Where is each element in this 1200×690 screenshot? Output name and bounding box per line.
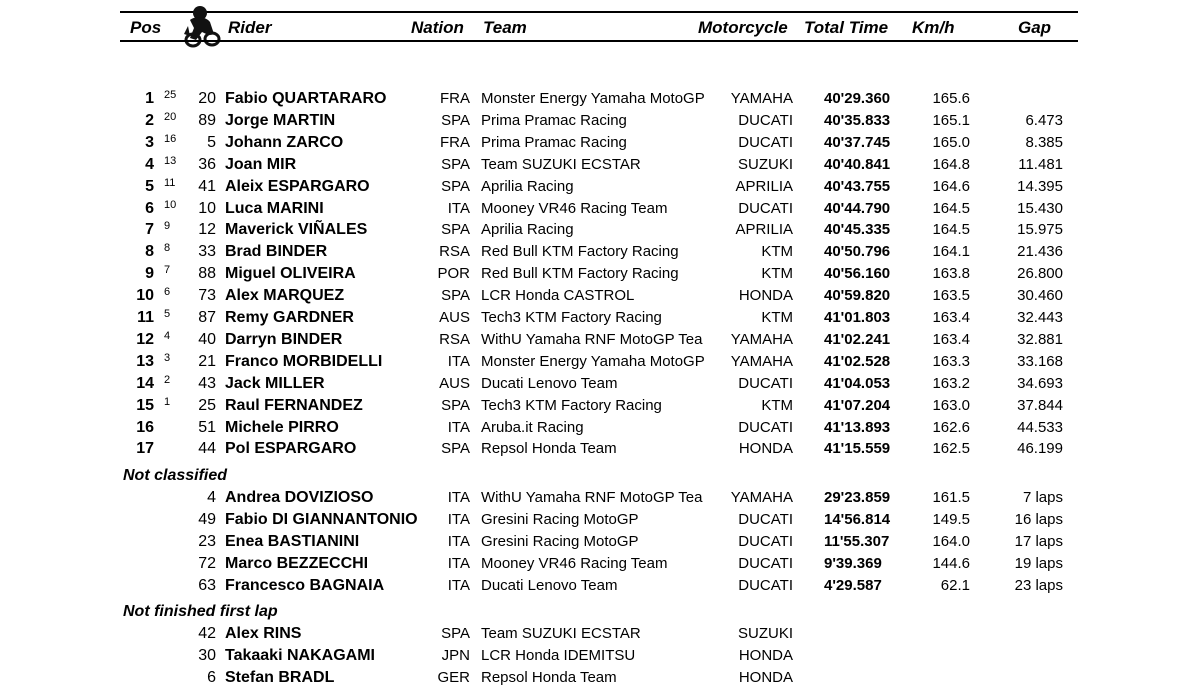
gap: 16 laps: [1014, 510, 1063, 528]
nation: ITA: [447, 576, 470, 594]
team: LCR Honda IDEMITSU: [481, 647, 636, 664]
nation: SPA: [441, 396, 470, 414]
speed-kmh: 163.2: [932, 374, 970, 392]
gap: 15.430: [1017, 199, 1063, 217]
rider-name: Alex MARQUEZ: [225, 287, 345, 305]
not-classified-label: Not classified: [123, 467, 228, 484]
rider-number: 36: [198, 155, 216, 173]
gap: 33.168: [1017, 352, 1063, 370]
nation: ITA: [447, 199, 470, 217]
result-row: [0, 575, 1200, 597]
nation: ITA: [447, 532, 470, 550]
position: 11: [137, 309, 154, 326]
total-time: 40'35.833: [824, 111, 891, 129]
team: Aprilia Racing: [481, 177, 574, 195]
speed-kmh: 164.6: [932, 177, 970, 195]
total-time: 40'40.841: [824, 155, 891, 173]
team: Prima Pramac Racing: [481, 133, 627, 151]
speed-kmh: 163.0: [932, 396, 970, 414]
nation: POR: [437, 265, 470, 283]
points: 6: [164, 286, 171, 299]
position: 7: [145, 221, 154, 239]
total-time: 9'39.369: [824, 554, 882, 572]
motorcycle: DUCATI: [738, 554, 793, 572]
result-row: [0, 285, 1200, 307]
motorcycle: APRILIA: [735, 221, 793, 239]
speed-kmh: 144.6: [932, 554, 970, 572]
rider-name: Francesco BAGNAIA: [225, 576, 385, 594]
motorcycle: DUCATI: [738, 510, 793, 528]
speed-kmh: 165.6: [932, 90, 970, 107]
rider-number: 10: [198, 199, 216, 217]
result-row: [0, 623, 1200, 645]
total-time: 41'13.893: [824, 418, 891, 436]
rider-number: 88: [198, 265, 216, 283]
motorcycle: DUCATI: [738, 418, 793, 436]
result-row: [0, 263, 1200, 285]
rider-name: Luca MARINI: [225, 199, 324, 217]
motorcycle: DUCATI: [738, 199, 793, 217]
team: Team SUZUKI ECSTAR: [481, 155, 641, 173]
gap: 32.443: [1017, 309, 1063, 326]
header-nation: Nation: [411, 18, 464, 37]
total-time: 40'56.160: [824, 265, 891, 283]
position: 1: [145, 90, 154, 107]
speed-kmh: 163.3: [932, 352, 970, 370]
result-row: [0, 351, 1200, 373]
header-team: Team: [483, 18, 527, 37]
not-finished-label: Not finished first lap: [123, 603, 278, 620]
rider-name: Fabio DI GIANNANTONIO: [225, 510, 418, 528]
rider-number: 89: [198, 111, 216, 129]
speed-kmh: 165.0: [932, 133, 970, 151]
total-time: 40'44.790: [824, 199, 891, 217]
position: 3: [145, 133, 154, 151]
speed-kmh: 164.5: [932, 221, 970, 239]
motorcycle: YAMAHA: [730, 489, 793, 506]
speed-kmh: 149.5: [932, 510, 970, 528]
nation: ITA: [447, 510, 470, 528]
rider-name: Franco MORBIDELLI: [225, 352, 383, 370]
speed-kmh: 62.1: [940, 576, 970, 594]
gap: 17 laps: [1014, 532, 1063, 550]
speed-kmh: 163.4: [932, 309, 970, 326]
total-time: 41'01.803: [824, 309, 891, 326]
points: 2: [164, 373, 171, 386]
points: 1: [164, 395, 171, 408]
rider-name: Pol ESPARGARO: [225, 440, 357, 458]
rider-number: 25: [198, 396, 216, 414]
motorcycle: SUZUKI: [737, 155, 793, 173]
points: 5: [164, 308, 171, 320]
motorcycle: KTM: [761, 243, 793, 261]
position: 15: [136, 396, 154, 414]
team: Mooney VR46 Racing Team: [481, 199, 668, 217]
nation: ITA: [447, 418, 470, 436]
gap: 34.693: [1017, 374, 1063, 392]
total-time: 41'07.204: [824, 396, 891, 414]
header-rider: Rider: [228, 18, 272, 37]
result-row: [0, 198, 1200, 220]
rider-number: 6: [207, 669, 216, 686]
total-time: 41'02.241: [824, 330, 891, 348]
rider-name: Johann ZARCO: [225, 133, 344, 151]
nation: ITA: [447, 352, 470, 370]
position: 4: [145, 155, 154, 173]
nation: AUS: [439, 374, 470, 392]
result-row: [0, 509, 1200, 531]
result-row: [0, 307, 1200, 329]
team: Mooney VR46 Racing Team: [481, 554, 668, 572]
rider-number: 20: [198, 90, 216, 107]
motorcycle: HONDA: [738, 287, 793, 305]
team: LCR Honda CASTROL: [481, 287, 635, 305]
rider-number: 87: [198, 309, 216, 326]
gap: 14.395: [1017, 177, 1063, 195]
rider-name: Maverick VIÑALES: [225, 221, 368, 239]
rider-number: 42: [198, 625, 216, 642]
rider-number: 44: [198, 440, 216, 458]
motorcycle: YAMAHA: [730, 330, 793, 348]
motorcycle: APRILIA: [735, 177, 793, 195]
position: 9: [145, 265, 154, 283]
speed-kmh: 165.1: [932, 111, 970, 129]
nation: GER: [437, 669, 470, 686]
rider-name: Brad BINDER: [225, 243, 328, 261]
result-row: [0, 438, 1200, 460]
result-row: [0, 645, 1200, 667]
rider-number: 63: [198, 576, 216, 594]
nation: SPA: [441, 625, 470, 642]
result-row: [0, 176, 1200, 198]
total-time: 40'37.745: [824, 133, 891, 151]
result-row: [0, 88, 1200, 110]
speed-kmh: 163.8: [932, 265, 970, 283]
gap: 6.473: [1025, 111, 1063, 129]
total-time: 40'45.335: [824, 221, 891, 239]
nation: SPA: [441, 221, 470, 239]
total-time: 40'50.796: [824, 243, 891, 261]
team: Repsol Honda Team: [481, 669, 617, 686]
header-gap: Gap: [1018, 18, 1052, 37]
nation: SPA: [441, 440, 470, 458]
gap: 26.800: [1017, 265, 1063, 283]
total-time: 29'23.859: [824, 489, 891, 506]
total-time: 40'59.820: [824, 287, 891, 305]
nation: SPA: [441, 111, 470, 129]
team: Team SUZUKI ECSTAR: [481, 625, 641, 642]
team: Ducati Lenovo Team: [481, 576, 618, 594]
team: Tech3 KTM Factory Racing: [481, 396, 662, 414]
points: 16: [164, 132, 177, 145]
speed-kmh: 164.0: [932, 532, 970, 550]
position: 14: [136, 374, 154, 392]
rider-number: 4: [207, 489, 216, 506]
rider-name: Jorge MARTIN: [225, 111, 336, 129]
result-row: [0, 667, 1200, 689]
position: 5: [145, 177, 154, 195]
team: Gresini Racing MotoGP: [481, 532, 639, 550]
motorcycle: HONDA: [738, 440, 793, 458]
total-time: 40'29.360: [824, 90, 891, 107]
rider-name: Jack MILLER: [225, 374, 325, 392]
team: Gresini Racing MotoGP: [481, 510, 639, 528]
team: Prima Pramac Racing: [481, 111, 627, 129]
nation: RSA: [439, 243, 470, 261]
total-time: 41'15.559: [824, 440, 891, 458]
rider-number: 21: [198, 352, 216, 370]
header-kmh: Km/h: [912, 18, 955, 37]
rider-number: 73: [198, 287, 216, 305]
total-time: 41'02.528: [824, 352, 891, 370]
result-row: [0, 373, 1200, 395]
rider-number: 41: [198, 177, 216, 195]
nation: ITA: [447, 489, 470, 506]
header-total-time: Total Time: [804, 18, 889, 37]
rider-number: 49: [198, 510, 216, 528]
speed-kmh: 162.5: [932, 440, 970, 458]
gap: 21.436: [1017, 243, 1063, 261]
rider-name: Remy GARDNER: [225, 309, 354, 326]
result-row: [0, 219, 1200, 241]
nation: SPA: [441, 287, 470, 305]
speed-kmh: 163.5: [932, 287, 970, 305]
nation: SPA: [441, 177, 470, 195]
team: Tech3 KTM Factory Racing: [481, 309, 662, 326]
result-row: [0, 241, 1200, 263]
nation: JPN: [441, 647, 470, 664]
position: 12: [136, 330, 154, 348]
rider-number: 23: [198, 532, 216, 550]
speed-kmh: 164.1: [932, 243, 970, 261]
result-row: [0, 132, 1200, 154]
gap: 7 laps: [1022, 489, 1063, 506]
result-row: [0, 395, 1200, 417]
position: 2: [145, 111, 154, 129]
position: 17: [136, 440, 154, 458]
points: 7: [164, 264, 171, 277]
points: 4: [164, 329, 171, 342]
rider-number: 12: [198, 221, 216, 239]
motorcycle: DUCATI: [738, 532, 793, 550]
gap: 30.460: [1017, 287, 1063, 305]
result-row: [0, 329, 1200, 351]
result-row: [0, 531, 1200, 553]
position: 8: [145, 243, 154, 261]
rider-number: 51: [198, 418, 216, 436]
rider-name: Michele PIRRO: [225, 418, 339, 436]
rider-name: Darryn BINDER: [225, 330, 343, 348]
position: 13: [136, 352, 154, 370]
team: Aprilia Racing: [481, 221, 574, 239]
team: Repsol Honda Team: [481, 440, 617, 458]
points: 9: [164, 220, 171, 233]
rider-name: Fabio QUARTARARO: [225, 90, 387, 107]
gap: 44.533: [1017, 418, 1063, 436]
team: Ducati Lenovo Team: [481, 374, 618, 392]
rider-number: 5: [207, 133, 216, 151]
team: Aruba.it Racing: [481, 418, 584, 436]
nation: SPA: [441, 155, 470, 173]
motorcycle: DUCATI: [738, 133, 793, 151]
position: 16: [136, 418, 154, 436]
motorcycle: KTM: [761, 396, 793, 414]
gap: 8.385: [1025, 133, 1063, 151]
rider-name: Enea BASTIANINI: [225, 532, 360, 550]
total-time: 14'56.814: [824, 510, 891, 528]
rider-name: Stefan BRADL: [225, 669, 335, 686]
team: Monster Energy Yamaha MotoGP: [481, 352, 705, 370]
result-row: [0, 417, 1200, 439]
rider-name: Alex RINS: [225, 625, 302, 642]
points: 11: [164, 176, 176, 189]
team: WithU Yamaha RNF MotoGP Tea: [481, 489, 703, 506]
nation: AUS: [439, 309, 470, 326]
position: 6: [145, 199, 154, 217]
speed-kmh: 164.5: [932, 199, 970, 217]
speed-kmh: 162.6: [932, 418, 970, 436]
header-pos: Pos: [130, 18, 162, 37]
points: 20: [164, 110, 177, 123]
total-time: 41'04.053: [824, 374, 891, 392]
rider-name: Marco BEZZECCHI: [225, 554, 369, 572]
result-row: [0, 110, 1200, 132]
nation: FRA: [440, 90, 470, 107]
motorcycle: YAMAHA: [730, 90, 793, 107]
rider-name: Takaaki NAKAGAMI: [225, 647, 375, 664]
result-row: [0, 154, 1200, 176]
points: 10: [164, 198, 177, 211]
nation: ITA: [447, 554, 470, 572]
gap: 37.844: [1017, 396, 1063, 414]
points: 8: [164, 242, 171, 255]
nation: FRA: [440, 133, 470, 151]
nation: RSA: [439, 330, 470, 348]
gap: 23 laps: [1014, 576, 1063, 594]
team: Red Bull KTM Factory Racing: [481, 243, 679, 261]
total-time: 4'29.587: [824, 576, 882, 594]
rider-number: 40: [198, 330, 216, 348]
total-time: 40'43.755: [824, 177, 891, 195]
gap: 46.199: [1017, 440, 1063, 458]
header-motorcycle: Motorcycle: [698, 18, 788, 37]
rider-name: Aleix ESPARGARO: [225, 177, 370, 195]
rider-number: 72: [198, 554, 216, 572]
speed-kmh: 164.8: [932, 155, 970, 173]
points: 3: [164, 351, 171, 364]
result-row: [0, 553, 1200, 575]
position: 10: [136, 287, 154, 305]
motorcycle: YAMAHA: [730, 352, 793, 370]
rider-name: Joan MIR: [225, 155, 297, 173]
motorcycle: HONDA: [738, 647, 793, 664]
motorcycle: DUCATI: [738, 374, 793, 392]
rider-name: Andrea DOVIZIOSO: [225, 489, 374, 506]
team: WithU Yamaha RNF MotoGP Tea: [481, 330, 703, 348]
gap: 19 laps: [1014, 554, 1063, 572]
rider-name: Miguel OLIVEIRA: [225, 265, 356, 283]
rider-number: 30: [198, 647, 216, 664]
motorcycle: DUCATI: [738, 111, 793, 129]
result-row: [0, 487, 1200, 509]
motorcycle: KTM: [761, 265, 793, 283]
team: Monster Energy Yamaha MotoGP: [481, 90, 705, 107]
gap: 11.481: [1018, 155, 1063, 173]
speed-kmh: 163.4: [932, 330, 970, 348]
rider-name: Raul FERNANDEZ: [225, 396, 363, 414]
team: Red Bull KTM Factory Racing: [481, 265, 679, 283]
points: 13: [164, 154, 177, 167]
header-top-rule: [120, 11, 1078, 13]
speed-kmh: 161.5: [932, 489, 970, 506]
points: 25: [164, 89, 177, 101]
gap: 32.881: [1017, 330, 1063, 348]
motorcycle: HONDA: [738, 669, 793, 686]
total-time: 11'55.307: [824, 532, 890, 550]
rider-number: 33: [198, 243, 216, 261]
motorcycle: KTM: [761, 309, 793, 326]
rider-number: 43: [198, 374, 216, 392]
motorcycle: DUCATI: [738, 576, 793, 594]
motorcycle: SUZUKI: [737, 625, 793, 642]
header-bottom-rule: [120, 40, 1078, 42]
gap: 15.975: [1017, 221, 1063, 239]
